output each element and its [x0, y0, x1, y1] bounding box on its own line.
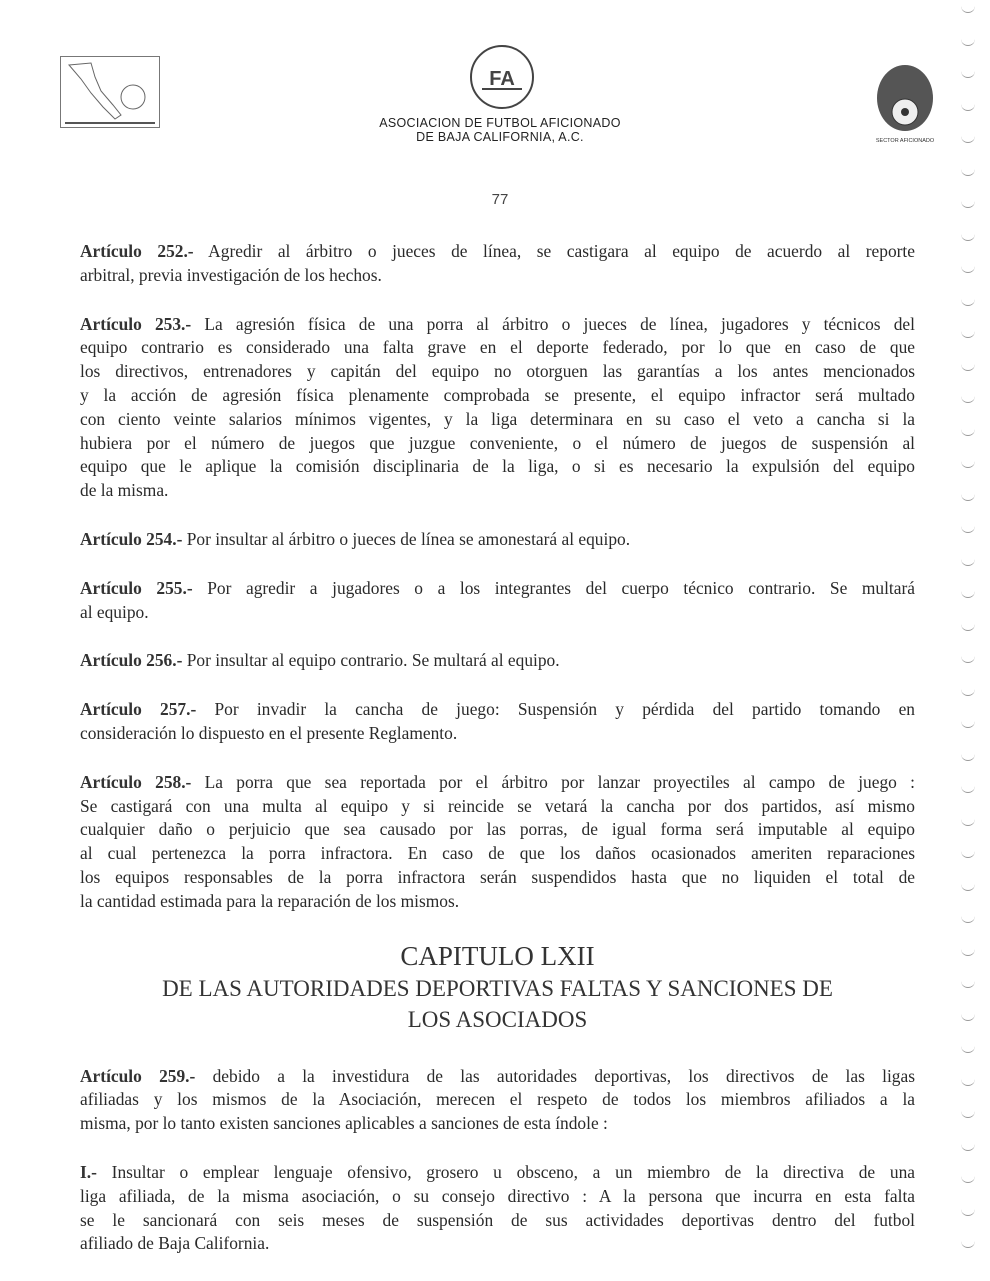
text-line — [80, 1088, 915, 1112]
article-label: Artículo 259.- — [80, 1065, 196, 1086]
line-text: Por invadir la cancha de juego: Suspensión y pérdida del partido tomando en — [196, 699, 915, 720]
text-line — [80, 866, 915, 890]
binding-hole — [961, 1012, 975, 1021]
text-line — [80, 336, 915, 360]
fa-futbol-mexicano-logo — [470, 45, 534, 109]
organization-name — [300, 116, 700, 144]
line-text: afiliado de Baja California. — [80, 1233, 270, 1254]
binding-hole — [961, 362, 975, 371]
binding-hole — [961, 1207, 975, 1216]
binding-hole — [961, 492, 975, 501]
text-line — [80, 408, 915, 432]
binding-hole — [961, 1174, 975, 1183]
text-line — [80, 479, 915, 503]
chapter-subtitle: DE LAS AUTORIDADES DEPORTIVAS FALTAS Y SANCIONES DE — [162, 975, 833, 1001]
article-paragraph — [80, 1161, 915, 1256]
text-line — [80, 1185, 915, 1209]
text-line — [80, 264, 915, 288]
text-line — [80, 1065, 915, 1089]
line-text: equipo que le aplique la comisión disciplinaria de la liga, o si es necesario la expulsión del equipo — [80, 456, 915, 477]
line-text: y la acción de agresión física plenamente comprobada se presente, el equipo infractor será multado — [80, 384, 915, 405]
binding-hole — [961, 979, 975, 988]
line-text: los directivos, entrenadores y capitán del equipo no otorguen las garantías a los antes mencionados — [80, 361, 915, 382]
binding-hole — [961, 167, 975, 176]
binding-hole — [961, 394, 975, 403]
line-text: con ciento veinte salarios mínimos vigentes, y la liga determinara en su caso el veto a cancha si la — [80, 408, 915, 429]
article-paragraph — [80, 313, 915, 503]
chapter-subtitle: LOS ASOCIADOS — [407, 1006, 588, 1032]
document-body — [80, 240, 915, 1281]
text-line — [80, 890, 915, 914]
binding-hole — [961, 947, 975, 956]
letterhead — [0, 0, 990, 210]
article-paragraph — [80, 577, 915, 625]
page-number: 77 — [491, 191, 509, 208]
text-line — [80, 649, 915, 673]
binding-hole — [961, 102, 975, 111]
line-text: los equipos responsables de la porra infractora serán suspendidos hasta que no liquiden el total de — [80, 866, 915, 887]
text-line — [80, 698, 915, 722]
binding-hole — [961, 199, 975, 208]
article-paragraph — [80, 649, 915, 673]
binding-hole — [961, 1109, 975, 1118]
line-text: afiliadas y los mismos de la Asociación, merecen el respeto de todos los miembros afiliados a la — [80, 1089, 915, 1110]
line-text: Insultar o emplear lenguaje ofensivo, grosero u obsceno, a un miembro de la directiva de una — [96, 1161, 915, 1182]
text-line — [80, 360, 915, 384]
binding-hole — [961, 329, 975, 338]
text-line — [80, 818, 915, 842]
text-line — [80, 795, 915, 819]
chapter-title: CAPITULO LXII — [400, 940, 595, 971]
line-text: La porra que sea reportada por el árbitro por lanzar proyectiles al campo de juego : — [191, 771, 915, 792]
article-paragraph — [80, 698, 915, 746]
line-text: equipo contrario es considerado una falta grave en el deporte federado, por lo que en caso de que — [80, 337, 915, 358]
article-label: I.- — [80, 1161, 97, 1182]
text-line — [80, 432, 915, 456]
binding-hole — [961, 752, 975, 761]
article-label: Artículo 256.- — [80, 650, 183, 671]
text-line — [80, 1232, 915, 1256]
line-text: Por insultar al árbitro o jueces de línea se amonestará al equipo. — [182, 528, 631, 549]
text-line — [80, 842, 915, 866]
org-line-2: DE BAJA CALIFORNIA, A.C. — [416, 130, 584, 144]
binding-hole — [961, 1077, 975, 1086]
text-line — [80, 313, 915, 337]
line-text: La agresión física de una porra al árbitro o jueces de línea, jugadores y técnicos del — [191, 313, 915, 334]
line-text: se le sancionará con seis meses de suspensión de sus actividades deportivas dentro del futbol — [80, 1209, 915, 1230]
line-text: liga afiliada, de la misma asociación, o su consejo directivo : A la persona que incurra en esta falta — [80, 1185, 915, 1206]
text-line — [80, 771, 915, 795]
seal-caption: SECTOR AFICIONADO — [875, 138, 935, 144]
line-text: la cantidad estimada para la reparación de los mismos. — [80, 890, 460, 911]
binding-hole — [961, 622, 975, 631]
binding-hole — [961, 1142, 975, 1151]
line-text: hubiera por el número de juegos que juzgue conveniente, o el número de juegos de suspensión al — [80, 432, 915, 453]
article-paragraph — [80, 240, 915, 288]
line-text: consideración lo dispuesto en el presente Reglamento. — [80, 722, 458, 743]
binding-hole — [961, 589, 975, 598]
line-text: al equipo. — [80, 601, 149, 622]
text-line — [80, 240, 915, 264]
text-line — [80, 722, 915, 746]
article-label: Artículo 257.- — [80, 699, 197, 720]
line-text: de la misma. — [80, 480, 169, 501]
line-text: Agredir al árbitro o jueces de línea, se castigara al equipo de acuerdo al reporte — [193, 241, 915, 261]
binding-hole — [961, 4, 975, 13]
binding-hole — [961, 459, 975, 468]
binding-hole — [961, 37, 975, 46]
line-text: al cual pertenezca la porra infractora. En caso de que los daños ocasionados ameriten reparaciones — [80, 843, 915, 864]
binding-edge — [955, 0, 985, 1280]
line-text: arbitral, previa investigación de los hechos. — [80, 264, 382, 285]
binding-hole — [961, 719, 975, 728]
article-label: Artículo 255.- — [80, 577, 193, 598]
line-text: Por agredir a jugadores o a los integrantes del cuerpo técnico contrario. Se multará — [192, 577, 915, 598]
binding-hole — [961, 69, 975, 78]
article-paragraph — [80, 771, 915, 914]
binding-hole — [961, 1044, 975, 1053]
binding-hole — [961, 817, 975, 826]
binding-hole — [961, 427, 975, 436]
line-text: misma, por lo tanto existen sanciones aplicables a sanciones de esta índole : — [80, 1113, 608, 1134]
binding-hole — [961, 1239, 975, 1248]
binding-hole — [961, 557, 975, 566]
article-paragraph — [80, 1065, 915, 1136]
text-line — [80, 1112, 915, 1136]
text-line — [80, 1161, 915, 1185]
line-text: cualquier daño o perjuicio que sea causado por las porras, de igual forma será imputable al equipo — [80, 819, 915, 840]
line-text: debido a la investidura de las autoridades deportivas, los directivos de las ligas — [195, 1065, 915, 1086]
binding-hole — [961, 297, 975, 306]
binding-hole — [961, 264, 975, 273]
chapter-heading — [80, 939, 915, 1035]
binding-hole — [961, 784, 975, 793]
binding-hole — [961, 134, 975, 143]
text-line — [80, 601, 915, 625]
text-line — [80, 384, 915, 408]
article-label: Artículo 253.- — [80, 313, 192, 334]
line-text: Por insultar al equipo contrario. Se multará al equipo. — [182, 650, 560, 671]
binding-hole — [961, 524, 975, 533]
text-line — [80, 528, 915, 552]
text-line — [80, 1209, 915, 1233]
binding-hole — [961, 914, 975, 923]
binding-hole — [961, 882, 975, 891]
binding-hole — [961, 232, 975, 241]
article-label: Artículo 252.- — [80, 241, 194, 261]
federation-seal-logo — [872, 62, 938, 134]
binding-hole — [961, 654, 975, 663]
baja-california-map-logo — [60, 56, 160, 128]
text-line — [80, 577, 915, 601]
article-paragraph — [80, 528, 915, 552]
binding-hole — [961, 687, 975, 696]
article-label: Artículo 254.- — [80, 528, 183, 549]
line-text: Se castigará con una multa al equipo y si reincide se vetará la cancha por dos partidos, así mismo — [80, 795, 915, 816]
org-line-1: ASOCIACION DE FUTBOL AFICIONADO — [379, 116, 621, 130]
svg-text:FA: FA — [489, 68, 515, 90]
text-line — [80, 455, 915, 479]
article-label: Artículo 258.- — [80, 771, 192, 792]
binding-hole — [961, 849, 975, 858]
